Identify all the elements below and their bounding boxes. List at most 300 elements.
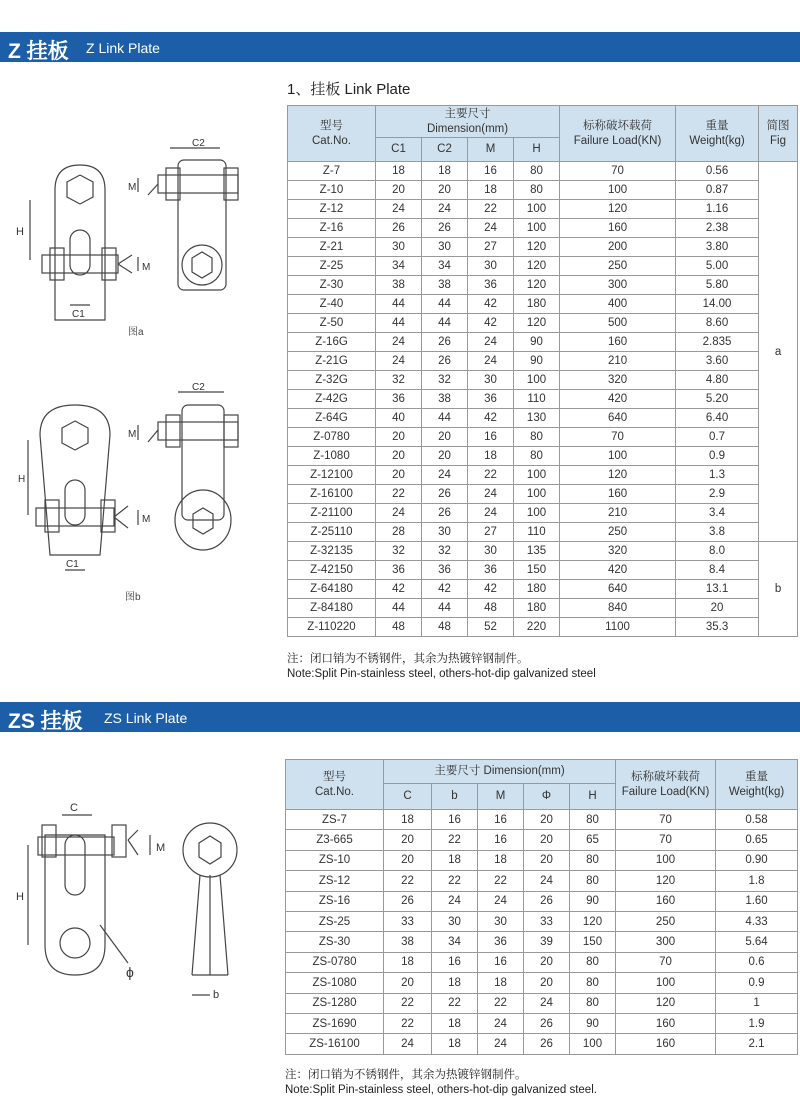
table-cell: 80 — [514, 428, 560, 447]
table-cell: 26 — [422, 333, 468, 352]
table-cell: 3.60 — [676, 352, 759, 371]
table-cell: 34 — [432, 932, 478, 952]
table-row — [286, 993, 798, 1013]
cat-no-cell: Z-16 — [288, 219, 376, 238]
table-cell: 22 — [478, 871, 524, 891]
cat-no-cell: Z-16G — [288, 333, 376, 352]
table-cell: 24 — [468, 219, 514, 238]
cat-no-cell: Z-30 — [288, 276, 376, 295]
z-table-body — [288, 162, 798, 637]
table-cell: 2.835 — [676, 333, 759, 352]
table-row — [286, 810, 798, 830]
cat-no-cell: Z-64180 — [288, 580, 376, 599]
zs-note-en: Note:Split Pin-stainless steel, others-hot-dip galvanized steel. — [285, 1084, 597, 1096]
table-row — [288, 466, 798, 485]
table-cell: 33 — [524, 911, 570, 931]
z-header-load-en: Failure Load(KN) — [573, 134, 662, 147]
table-cell: 20 — [376, 428, 422, 447]
table-cell: 38 — [384, 932, 432, 952]
table-cell: 27 — [468, 238, 514, 257]
table-cell: 22 — [468, 466, 514, 485]
table-cell: 18 — [468, 181, 514, 200]
zs-note-cn: 注：闭口销为不锈钢件，其余为热镀锌钢制件。 — [285, 1069, 527, 1081]
table-row — [288, 200, 798, 219]
cat-no-cell: ZS-10 — [286, 850, 384, 870]
table-row — [288, 523, 798, 542]
z-fig-a-c2-label: C2 — [192, 138, 205, 149]
table-cell: 80 — [514, 181, 560, 200]
table-cell: 44 — [422, 599, 468, 618]
table-cell: 80 — [514, 447, 560, 466]
z-header-fig-en: Fig — [770, 134, 787, 147]
zs-header-weight-en: Weight(kg) — [728, 785, 785, 798]
table-row — [288, 409, 798, 428]
table-cell: 24 — [432, 891, 478, 911]
z-fig-a-m-label-upper: M — [128, 182, 137, 193]
z-header-load — [560, 106, 676, 162]
zs-header-b: b — [432, 784, 478, 810]
table-cell: 36 — [468, 561, 514, 580]
z-header-c1: C1 — [376, 138, 422, 162]
table-cell: 120 — [570, 911, 616, 931]
z-note-cn: 注：闭口销为不锈钢件，其余为热镀锌钢制件。 — [287, 653, 529, 665]
table-cell: 160 — [560, 485, 676, 504]
table-cell: 24 — [376, 504, 422, 523]
table-cell: 210 — [560, 504, 676, 523]
z-header-load-cn: 标称破坏载荷 — [583, 120, 653, 133]
table-cell: 100 — [514, 200, 560, 219]
table-cell: 44 — [422, 295, 468, 314]
z-header-h: H — [514, 138, 560, 162]
table-cell: 180 — [514, 295, 560, 314]
table-cell: 26 — [422, 485, 468, 504]
table-cell: 16 — [478, 952, 524, 972]
table-cell: 30 — [478, 911, 524, 931]
z-header-cat — [288, 106, 376, 162]
table-cell: 120 — [514, 276, 560, 295]
zs-header-h: H — [570, 784, 616, 810]
cat-no-cell: Z-42G — [288, 390, 376, 409]
z-header-cat-cn: 型号 — [320, 120, 343, 133]
table-row — [288, 352, 798, 371]
z-header-fig-cn: 简图 — [766, 120, 790, 133]
table-cell: 16 — [478, 830, 524, 850]
z-header-weight-cn: 重量 — [705, 120, 729, 133]
cat-no-cell: Z-21G — [288, 352, 376, 371]
table-cell: 24 — [468, 352, 514, 371]
table-cell: 18 — [432, 850, 478, 870]
table-cell: 100 — [514, 466, 560, 485]
table-cell: 0.90 — [716, 850, 798, 870]
zs-spec-table — [285, 759, 798, 1055]
zs-header-c: C — [384, 784, 432, 810]
table-cell: 150 — [514, 561, 560, 580]
table-cell: 42 — [468, 580, 514, 599]
table-cell: 24 — [524, 993, 570, 1013]
table-cell: 32 — [422, 542, 468, 561]
table-cell: 24 — [376, 352, 422, 371]
table-cell: 1.3 — [676, 466, 759, 485]
table-cell: 90 — [514, 352, 560, 371]
table-cell: 80 — [570, 993, 616, 1013]
table-cell: 18 — [432, 973, 478, 993]
table-cell: 24 — [422, 200, 468, 219]
table-cell: 0.65 — [716, 830, 798, 850]
zs-table-body — [286, 810, 798, 1055]
table-cell: 20 — [384, 830, 432, 850]
zs-header-cat — [286, 760, 384, 810]
table-cell: 22 — [468, 200, 514, 219]
table-cell: 22 — [432, 830, 478, 850]
table-cell: 48 — [468, 599, 514, 618]
zs-fig-m-label: M — [156, 842, 166, 854]
table-cell: 18 — [432, 1034, 478, 1054]
table-cell: 33 — [384, 911, 432, 931]
cat-no-cell: ZS-0780 — [286, 952, 384, 972]
table-row — [288, 162, 798, 181]
table-cell: 30 — [432, 911, 478, 931]
table-row — [288, 238, 798, 257]
table-row — [288, 314, 798, 333]
table-row — [286, 932, 798, 952]
zs-fig-b-label: b — [213, 989, 220, 1001]
table-cell: 20 — [524, 830, 570, 850]
zs-header-cat-cn: 型号 — [323, 771, 346, 784]
table-cell: 18 — [432, 1013, 478, 1033]
table-cell: 3.80 — [676, 238, 759, 257]
z-header-dim-en: Dimension(mm) — [426, 122, 509, 135]
table-cell: 8.0 — [676, 542, 759, 561]
table-row — [288, 618, 798, 637]
table-cell: 22 — [432, 993, 478, 1013]
table-cell: 42 — [468, 409, 514, 428]
table-cell: 42 — [376, 580, 422, 599]
table-cell: 32 — [422, 371, 468, 390]
table-cell: 18 — [478, 973, 524, 993]
cat-no-cell: ZS-16100 — [286, 1034, 384, 1054]
table-cell: 100 — [514, 219, 560, 238]
table-cell: 36 — [422, 561, 468, 580]
table-cell: 30 — [422, 238, 468, 257]
zs-header-cat-en: Cat.No. — [315, 785, 354, 798]
table-row — [286, 973, 798, 993]
table-row — [286, 830, 798, 850]
table-cell: 16 — [432, 810, 478, 830]
table-cell: 34 — [422, 257, 468, 276]
table-cell: 26 — [524, 1034, 570, 1054]
table-row — [286, 911, 798, 931]
table-cell: 150 — [570, 932, 616, 952]
table-cell: 70 — [560, 428, 676, 447]
table-cell: 100 — [560, 181, 676, 200]
table-cell: 44 — [376, 295, 422, 314]
table-row — [286, 891, 798, 911]
table-cell: 22 — [384, 993, 432, 1013]
table-row — [288, 276, 798, 295]
table-row — [286, 1013, 798, 1033]
table-cell: 18 — [478, 850, 524, 870]
table-cell: 80 — [514, 162, 560, 181]
table-cell: 20 — [524, 973, 570, 993]
table-cell: 80 — [570, 871, 616, 891]
cat-no-cell: Z-40 — [288, 295, 376, 314]
cat-no-cell: Z-110220 — [288, 618, 376, 637]
cat-no-cell: Z-32135 — [288, 542, 376, 561]
table-cell: 1.16 — [676, 200, 759, 219]
zs-header-dimension: 主要尺寸 Dimension(mm) — [384, 760, 616, 784]
table-cell: 24 — [376, 333, 422, 352]
table-cell: 20 — [376, 447, 422, 466]
table-cell: 16 — [468, 162, 514, 181]
zs-header-phi: Φ — [524, 784, 570, 810]
table-cell: 250 — [560, 257, 676, 276]
table-cell: 26 — [376, 219, 422, 238]
table-cell: 18 — [384, 952, 432, 972]
table-cell: 120 — [514, 257, 560, 276]
z-fig-a-h-label: H — [16, 226, 24, 238]
table-cell: 160 — [616, 1013, 716, 1033]
table-cell: 160 — [616, 1034, 716, 1054]
table-row — [288, 504, 798, 523]
table-cell: 160 — [616, 891, 716, 911]
table-cell: 24 — [468, 333, 514, 352]
cat-no-cell: Z-1080 — [288, 447, 376, 466]
table-cell: 38 — [376, 276, 422, 295]
table-cell: 26 — [422, 504, 468, 523]
table-row — [286, 1034, 798, 1054]
table-cell: 26 — [384, 891, 432, 911]
fig-ref-cell: a — [759, 162, 798, 542]
table-cell: 18 — [422, 162, 468, 181]
table-cell: 28 — [376, 523, 422, 542]
zs-banner-title: ZS 挂板 — [8, 710, 83, 733]
cat-no-cell: Z-50 — [288, 314, 376, 333]
z-fig-b-c1-label: C1 — [66, 559, 79, 570]
table-cell: 65 — [570, 830, 616, 850]
table-cell: 90 — [514, 333, 560, 352]
table-cell: 180 — [514, 599, 560, 618]
table-cell: 110 — [514, 390, 560, 409]
table-cell: 0.6 — [716, 952, 798, 972]
fig-ref-cell: b — [759, 542, 798, 637]
cat-no-cell: Z-7 — [288, 162, 376, 181]
cat-no-cell: ZS-25 — [286, 911, 384, 931]
table-cell: 36 — [376, 561, 422, 580]
table-cell: 1.9 — [716, 1013, 798, 1033]
cat-no-cell: ZS-7 — [286, 810, 384, 830]
table-cell: 160 — [560, 333, 676, 352]
z-fig-a-m-label-lower: M — [142, 262, 151, 273]
cat-no-cell: Z3-665 — [286, 830, 384, 850]
table-cell: 220 — [514, 618, 560, 637]
table-cell: 20 — [376, 181, 422, 200]
table-cell: 300 — [560, 276, 676, 295]
z-header-fig — [759, 106, 798, 162]
table-cell: 80 — [570, 810, 616, 830]
cat-no-cell: Z-25 — [288, 257, 376, 276]
table-cell: 22 — [384, 1013, 432, 1033]
table-cell: 840 — [560, 599, 676, 618]
z-header-weight — [676, 106, 759, 162]
table-cell: 70 — [616, 810, 716, 830]
table-cell: 30 — [422, 523, 468, 542]
table-cell: 39 — [524, 932, 570, 952]
zs-header-load — [616, 760, 716, 810]
table-cell: 20 — [384, 973, 432, 993]
z-note-en: Note:Split Pin-stainless steel, others-hot-dip galvanized steel — [287, 668, 596, 680]
table-cell: 5.00 — [676, 257, 759, 276]
table-cell: 80 — [570, 952, 616, 972]
table-cell: 400 — [560, 295, 676, 314]
z-section-banner — [0, 32, 800, 62]
table-cell: 40 — [376, 409, 422, 428]
table-cell: 0.9 — [716, 973, 798, 993]
table-cell: 1 — [716, 993, 798, 1013]
table-cell: 2.1 — [716, 1034, 798, 1054]
table-cell: 100 — [560, 447, 676, 466]
cat-no-cell: ZS-1080 — [286, 973, 384, 993]
table-cell: 32 — [376, 542, 422, 561]
table-cell: 24 — [478, 1034, 524, 1054]
cat-no-cell: Z-12100 — [288, 466, 376, 485]
table-cell: 42 — [468, 314, 514, 333]
table-cell: 3.8 — [676, 523, 759, 542]
table-cell: 90 — [570, 891, 616, 911]
table-cell: 24 — [524, 871, 570, 891]
table-row — [288, 371, 798, 390]
table-cell: 30 — [376, 238, 422, 257]
table-row — [288, 580, 798, 599]
z-fig-b-m-label-upper: M — [128, 429, 137, 440]
table-row — [288, 485, 798, 504]
z-spec-table — [287, 105, 798, 637]
table-cell: 120 — [616, 871, 716, 891]
table-cell: 35.3 — [676, 618, 759, 637]
table-cell: 18 — [468, 447, 514, 466]
table-cell: 42 — [468, 295, 514, 314]
cat-no-cell: Z-32G — [288, 371, 376, 390]
table-cell: 8.60 — [676, 314, 759, 333]
cat-no-cell: ZS-16 — [286, 891, 384, 911]
table-cell: 26 — [524, 891, 570, 911]
table-cell: 100 — [514, 371, 560, 390]
table-cell: 5.64 — [716, 932, 798, 952]
z-figure-a — [10, 130, 270, 335]
table-cell: 42 — [422, 580, 468, 599]
table-cell: 120 — [514, 238, 560, 257]
z-fig-b-m-label-lower: M — [142, 514, 151, 525]
table-cell: 18 — [384, 810, 432, 830]
table-row — [286, 871, 798, 891]
table-cell: 16 — [468, 428, 514, 447]
cat-no-cell: ZS-30 — [286, 932, 384, 952]
table-cell: 26 — [422, 352, 468, 371]
cat-no-cell: Z-16100 — [288, 485, 376, 504]
table-cell: 44 — [422, 314, 468, 333]
zs-fig-phi-label: ϕ — [126, 964, 134, 980]
zs-header-weight-cn: 重量 — [745, 771, 769, 784]
table-cell: 0.56 — [676, 162, 759, 181]
table-row — [288, 542, 798, 561]
table-cell: 1.60 — [716, 891, 798, 911]
table-cell: 180 — [514, 580, 560, 599]
table-cell: 640 — [560, 409, 676, 428]
cat-no-cell: Z-42150 — [288, 561, 376, 580]
table-row — [288, 219, 798, 238]
z-header-cat-en: Cat.No. — [312, 134, 351, 147]
table-cell: 14.00 — [676, 295, 759, 314]
zs-header-load-cn: 标称破坏载荷 — [631, 771, 701, 784]
table-cell: 120 — [560, 200, 676, 219]
table-cell: 110 — [514, 523, 560, 542]
table-cell: 70 — [616, 952, 716, 972]
zs-header-m: M — [478, 784, 524, 810]
table-cell: 0.87 — [676, 181, 759, 200]
table-cell: 500 — [560, 314, 676, 333]
zs-header-weight — [716, 760, 798, 810]
table-cell: 27 — [468, 523, 514, 542]
table-cell: 30 — [468, 542, 514, 561]
table-row — [288, 561, 798, 580]
table-cell: 16 — [432, 952, 478, 972]
zs-section-banner — [0, 702, 800, 732]
table-row — [288, 295, 798, 314]
z-fig-b-caption: 图b — [125, 592, 141, 603]
table-cell: 30 — [468, 257, 514, 276]
table-cell: 0.7 — [676, 428, 759, 447]
table-cell: 20 — [384, 850, 432, 870]
table-cell: 5.20 — [676, 390, 759, 409]
table-cell: 20 — [422, 447, 468, 466]
table-cell: 24 — [422, 466, 468, 485]
zs-figure — [10, 795, 270, 1015]
table-cell: 20 — [422, 181, 468, 200]
table-cell: 44 — [376, 314, 422, 333]
cat-no-cell: Z-21 — [288, 238, 376, 257]
table-cell: 70 — [560, 162, 676, 181]
table-cell: 18 — [376, 162, 422, 181]
table-cell: 320 — [560, 371, 676, 390]
table-cell: 90 — [570, 1013, 616, 1033]
table-cell: 420 — [560, 561, 676, 580]
table-cell: 24 — [478, 891, 524, 911]
table-cell: 250 — [616, 911, 716, 931]
zs-fig-c-label: C — [70, 802, 78, 814]
z-fig-b-h-label: H — [18, 474, 26, 485]
table-cell: 2.38 — [676, 219, 759, 238]
cat-no-cell: ZS-12 — [286, 871, 384, 891]
zs-header-load-en: Failure Load(KN) — [621, 785, 710, 798]
table-row — [286, 952, 798, 972]
cat-no-cell: Z-64G — [288, 409, 376, 428]
z-table-title: 1、挂板 Link Plate — [287, 81, 411, 98]
z-header-c2: C2 — [422, 138, 468, 162]
table-cell: 100 — [616, 973, 716, 993]
table-cell: 13.1 — [676, 580, 759, 599]
table-row — [286, 850, 798, 870]
table-cell: 2.9 — [676, 485, 759, 504]
z-fig-b-c2-label: C2 — [192, 382, 205, 393]
table-cell: 44 — [376, 599, 422, 618]
table-cell: 20 — [524, 850, 570, 870]
table-cell: 1.8 — [716, 871, 798, 891]
table-cell: 16 — [478, 810, 524, 830]
table-cell: 100 — [570, 1034, 616, 1054]
table-cell: 22 — [478, 993, 524, 1013]
table-cell: 38 — [422, 276, 468, 295]
table-cell: 160 — [560, 219, 676, 238]
cat-no-cell: ZS-1690 — [286, 1013, 384, 1033]
